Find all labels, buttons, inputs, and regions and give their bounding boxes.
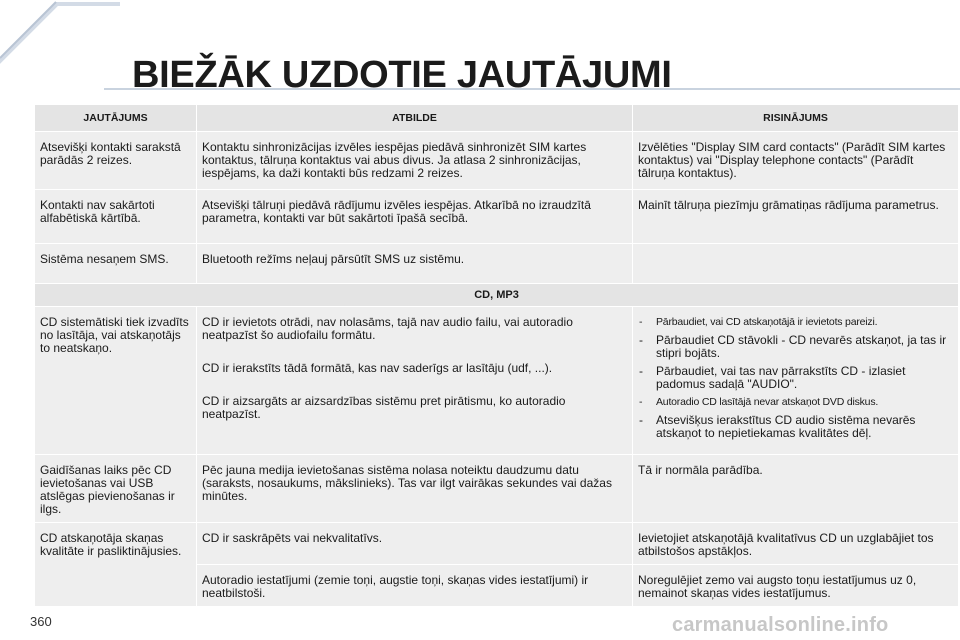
solution-list bbox=[638, 316, 953, 440]
watermark-text: carmanualsonline.info bbox=[672, 614, 889, 636]
question-cell: CD sistemātiski tiek izvadīts no lasītāja, vai atskaņotājs to neatskaņo. bbox=[40, 315, 189, 355]
page-corner-tab-decoration bbox=[0, 0, 120, 90]
page-number: 360 bbox=[30, 614, 52, 629]
solution-cell bbox=[633, 307, 958, 451]
column-header-solution: RISINĀJUMS bbox=[633, 105, 959, 132]
answer-paragraph: CD ir ievietots otrādi, nav nolasāms, tajā nav audio failu, vai autoradio neatpazīst šo audiofailu formātu. bbox=[202, 315, 573, 342]
answer-paragraph: CD ir aizsargāts ar aizsardzības sistēmu pret pirātismu, ko autoradio neatpazīst. bbox=[202, 394, 566, 421]
solution-cell: Izvēlēties "Display SIM card contacts" (Parādīt SIM kartes kontaktus) vai "Display telephone contacts" (Parādīt tālruņa kontaktus). bbox=[638, 140, 946, 180]
question-cell: Gaidīšanas laiks pēc CD ievietošanas vai USB atslēgas pievienošanas ir ilgs. bbox=[40, 463, 175, 516]
answer-paragraph: CD ir ierakstīts tādā formātā, kas nav saderīgs ar lasītāju (udf, ...). bbox=[202, 361, 553, 375]
answer-cell: Atsevišķi tālruņi piedāvā rādījumu izvēles iespējas. Atkarībā no izraudzītā parametra, kontakti var būt sakārtoti īpašā secībā. bbox=[202, 198, 591, 225]
page-title: BIEŽĀK UZDOTIE JAUTĀJUMI bbox=[132, 54, 672, 96]
section-title: CD, MP3 bbox=[35, 284, 959, 307]
list-item: - Autoradio CD lasītājā nevar atskaņot DVD diskus. bbox=[638, 396, 953, 409]
list-item: - Pārbaudiet, vai CD atskaņotājā ir ievietots pareizi. bbox=[638, 316, 953, 329]
solution-cell: Mainīt tālruņa piezīmju grāmatiņas rādījuma parametrus. bbox=[638, 198, 939, 212]
table-row bbox=[35, 307, 959, 455]
table-row bbox=[35, 523, 959, 565]
answer-cell: Bluetooth režīms neļauj pārsūtīt SMS uz sistēmu. bbox=[202, 252, 465, 266]
answer-cell: CD ir saskrāpēts vai nekvalitatīvs. bbox=[202, 531, 383, 545]
list-item: - Pārbaudiet CD stāvokli - CD nevarēs atskaņot, ja tas ir stipri bojāts. bbox=[638, 334, 953, 360]
table-row bbox=[35, 244, 959, 284]
solution-cell: Noregulējiet zemo vai augsto toņu iestatījumus uz 0, nemainot skaņas vides iestatījumus. bbox=[638, 573, 917, 600]
answer-cell bbox=[197, 307, 632, 427]
section-header-row bbox=[35, 284, 959, 307]
table-row bbox=[35, 190, 959, 244]
question-cell: Sistēma nesaņem SMS. bbox=[40, 252, 169, 266]
list-item: - Atsevišķus ierakstītus CD audio sistēma nevarēs atskaņot to nepietiekamas kvalitātes dēļ. bbox=[638, 414, 953, 440]
question-cell: Kontakti nav sakārtoti alfabētiskā kārtībā. bbox=[40, 198, 155, 225]
faq-table bbox=[34, 104, 959, 607]
solution-cell: Tā ir normāla parādība. bbox=[638, 463, 763, 477]
column-header-answer: ATBILDE bbox=[197, 105, 633, 132]
solution-cell bbox=[633, 244, 958, 259]
answer-cell: Pēc jauna medija ievietošanas sistēma nolasa noteiktu daudzumu datu (saraksts, nosaukums, mākslinieks). Tas var ilgt vairākas sekundes vai dažas minūtes. bbox=[202, 463, 612, 503]
table-row bbox=[35, 455, 959, 523]
column-header-question: JAUTĀJUMS bbox=[35, 105, 197, 132]
list-item: - Pārbaudiet, vai tas nav pārrakstīts CD - izlasiet padomus sadaļā "AUDIO". bbox=[638, 365, 953, 391]
answer-cell: Kontaktu sinhronizācijas izvēles iespējas piedāvā sinhronizēt SIM kartes kontaktus, tālruņa kontaktus vai abus divus. Ja atlasa 2 sinhronizācijas, iespējams, ka daži kontakti būs redzami 2 reizes. bbox=[202, 140, 587, 180]
answer-cell: Autoradio iestatījumi (zemie toņi, augstie toņi, skaņas vides iestatījumi) ir neatbilstoši. bbox=[202, 573, 589, 600]
question-cell: Atsevišķi kontakti sarakstā parādās 2 reizes. bbox=[40, 140, 181, 167]
table-header-row bbox=[35, 105, 959, 132]
table-row bbox=[35, 132, 959, 190]
question-cell: CD atskaņotāja skaņas kvalitāte ir pasliktinājusies. bbox=[40, 531, 182, 558]
solution-cell: Ievietojiet atskaņotājā kvalitatīvus CD un uzglabājiet tos atbilstošos apstākļos. bbox=[638, 531, 934, 558]
